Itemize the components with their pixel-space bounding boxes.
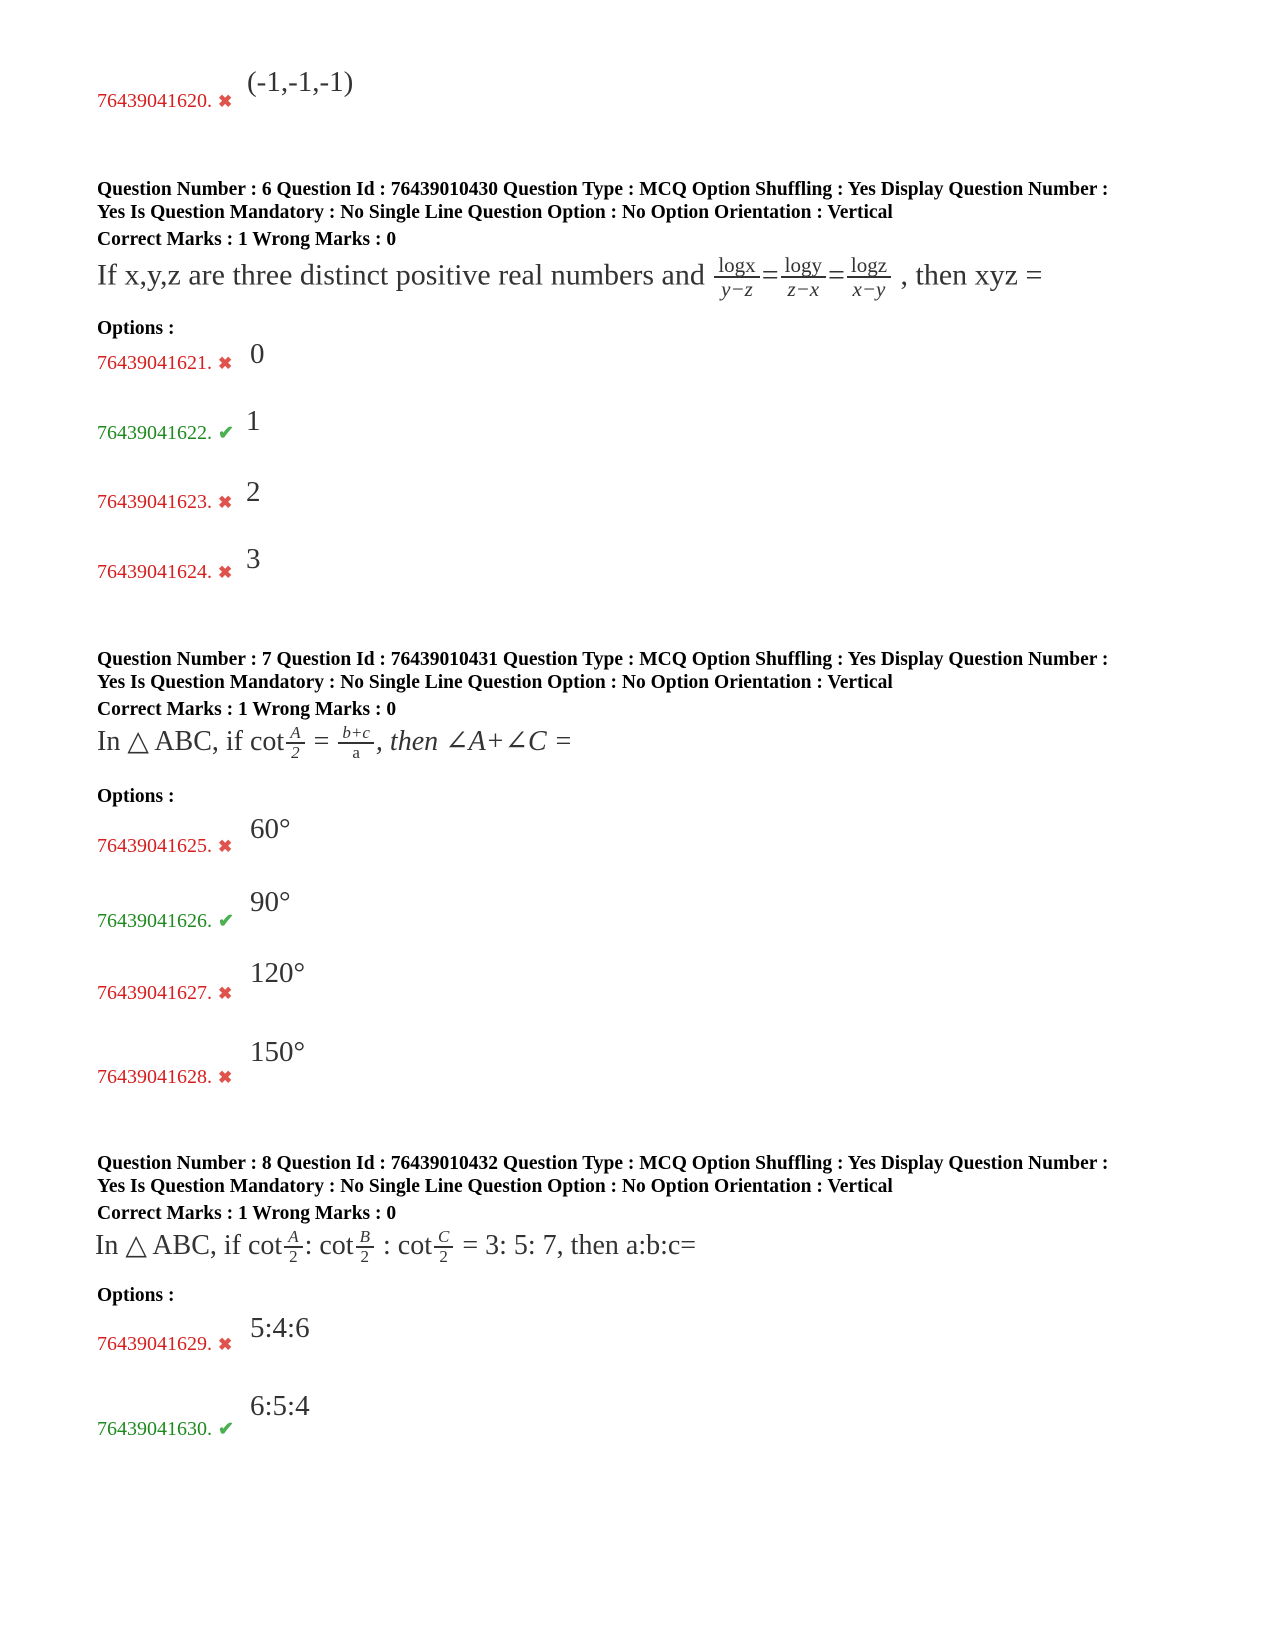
option-value: 150° <box>250 1036 306 1068</box>
options-label: Options : <box>97 318 175 339</box>
x-icon: ✖ <box>218 354 233 373</box>
option-id-76439041628: 76439041628. ✖ <box>97 1066 233 1088</box>
options-label: Options : <box>97 786 175 807</box>
question-6-marks: Correct Marks : 1 Wrong Marks : 0 <box>97 229 397 250</box>
fraction: $\frac{A}{2}$ <box>284 1228 302 1267</box>
question-7-text: In △ ABC, if cot $\frac{A}{2}$ = $\frac{b+c}{a}$ , then ∠A+∠C = <box>97 723 573 763</box>
option-id-76439041620: 76439041620. ✖ <box>97 90 233 112</box>
question-8-text: In △ ABC, if cot $\frac{A}{2}$ : cot $\frac{B}{2}$ : cot $\frac{C}{2}$ = 3: 5: 7, then a:b:c= <box>95 1227 697 1267</box>
option-id-76439041629: 76439041629. ✖ <box>97 1333 233 1355</box>
question-8-meta: Question Number : 8 Question Id : 76439010432 Question Type : MCQ Option Shuffling : Yes Display Question Number : Yes Is Question Mandatory : No Single Line Question Option : No Option Orientation : Vertical <box>97 1153 1109 1197</box>
check-icon: ✔ <box>218 911 234 932</box>
option-value: 6:5:4 <box>250 1390 310 1422</box>
fraction: $\frac{\log y}{z-x}$ <box>781 254 826 301</box>
fraction: $\frac{A}{2}$ <box>286 724 304 763</box>
fraction: $\frac{B}{2}$ <box>356 1228 374 1267</box>
option-value: 5:4:6 <box>250 1312 310 1344</box>
question-7-meta: Question Number : 7 Question Id : 76439010431 Question Type : MCQ Option Shuffling : Yes Display Question Number : Yes Is Question Mandatory : No Single Line Question Option : No Option Orientation : Vertical <box>97 649 1109 693</box>
option-value: 3 <box>246 543 261 575</box>
option-id-76439041627: 76439041627. ✖ <box>97 982 233 1004</box>
x-icon: ✖ <box>218 563 233 582</box>
question-6-text: If x,y,z are three distinct positive real numbers and $\frac{\log x}{y-z}$ = $\frac{\log y}{z-x}$ = $\frac{\log z}{x-y}$ , then xyz = <box>97 253 1043 302</box>
option-value: 0 <box>250 338 265 370</box>
option-value: 90° <box>250 886 291 918</box>
fraction: $\frac{b+c}{a}$ <box>338 724 374 763</box>
question-7-marks: Correct Marks : 1 Wrong Marks : 0 <box>97 699 397 720</box>
option-id-76439041621: 76439041621. ✖ <box>97 352 233 374</box>
x-icon: ✖ <box>218 984 233 1003</box>
option-id-76439041630: 76439041630. ✔ <box>97 1418 234 1440</box>
option-id-76439041625: 76439041625. ✖ <box>97 835 233 857</box>
fraction: $\frac{\log z}{x-y}$ <box>847 254 891 301</box>
option-id-76439041624: 76439041624. ✖ <box>97 561 233 583</box>
fraction: $\frac{\log x}{y-z}$ <box>714 254 759 301</box>
option-value: 2 <box>246 476 261 508</box>
x-icon: ✖ <box>218 493 233 512</box>
question-6-meta: Question Number : 6 Question Id : 76439010430 Question Type : MCQ Option Shuffling : Yes Display Question Number : Yes Is Question Mandatory : No Single Line Question Option : No Option Orientation : Vertical <box>97 179 1109 223</box>
option-value: 120° <box>250 957 306 989</box>
check-icon: ✔ <box>218 423 234 444</box>
option-value: (-1,-1,-1) <box>247 66 354 98</box>
option-value: 60° <box>250 813 291 845</box>
x-icon: ✖ <box>218 1335 233 1354</box>
option-id-76439041626: 76439041626. ✔ <box>97 910 234 932</box>
option-id-76439041622: 76439041622. ✔ <box>97 422 234 444</box>
fraction: $\frac{C}{2}$ <box>434 1228 453 1267</box>
options-label: Options : <box>97 1285 175 1306</box>
option-value: 1 <box>246 405 261 437</box>
question-8-marks: Correct Marks : 1 Wrong Marks : 0 <box>97 1203 397 1224</box>
option-id-76439041623: 76439041623. ✖ <box>97 491 233 513</box>
check-icon: ✔ <box>218 1419 234 1440</box>
x-icon: ✖ <box>218 92 233 111</box>
x-icon: ✖ <box>218 837 233 856</box>
x-icon: ✖ <box>218 1068 233 1087</box>
